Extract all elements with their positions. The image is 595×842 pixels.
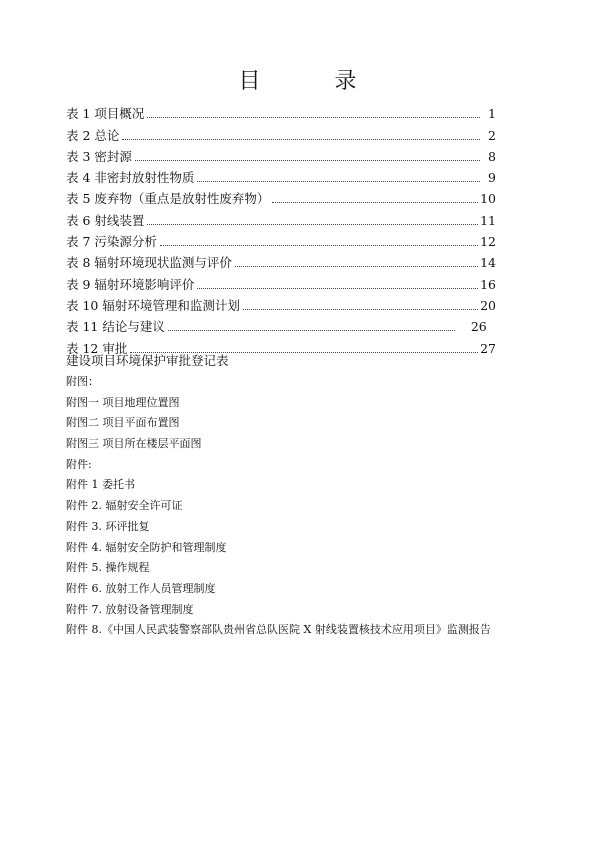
toc-leader-dots	[235, 265, 478, 267]
toc-entry[interactable]	[66, 292, 496, 313]
table-of-contents	[66, 100, 496, 356]
toc-entry-label: 表 8 辐射环境现状监测与评价	[66, 255, 232, 271]
toc-entry[interactable]	[66, 121, 496, 142]
figures-heading: 附图：	[66, 375, 99, 388]
toc-entry-label: 表 2 总论	[66, 127, 120, 143]
toc-entry-page: 9	[488, 170, 496, 186]
toc-entry-label: 表 5 废弃物（重点是放射性废弃物）	[66, 191, 270, 207]
attachment-item: 附件 8.《中国人民武装警察部队贵州省总队医院 X 射线装置核技术应用项目》监测报告	[66, 623, 491, 637]
attachments-heading: 附件:	[66, 457, 92, 471]
toc-entry[interactable]	[66, 270, 496, 291]
toc-entry-page: 26	[470, 319, 487, 335]
toc-entry-label: 表 9 辐射环境影响评价	[66, 276, 195, 292]
toc-leader-dots	[197, 287, 478, 289]
toc-entry[interactable]	[66, 249, 496, 270]
toc-entry[interactable]	[66, 143, 496, 164]
figure-item: 附图二 项目平面布置图	[66, 416, 180, 430]
toc-entry-page: 10	[480, 191, 496, 207]
toc-leader-dots	[168, 329, 455, 331]
appendix-list	[66, 352, 546, 642]
toc-entry-label: 表 12 审批	[66, 340, 128, 356]
toc-entry-label: 表 6 射线装置	[66, 212, 145, 228]
toc-entry[interactable]	[66, 206, 496, 227]
toc-entry-label: 表 3 密封源	[66, 148, 132, 164]
toc-entry-page: 2	[488, 127, 496, 143]
toc-leader-dots	[147, 116, 480, 118]
toc-leader-dots	[272, 201, 478, 203]
toc-entry[interactable]	[66, 164, 496, 185]
toc-entry[interactable]	[66, 228, 496, 249]
attachment-item: 附件 6. 放射工作人员管理制度	[66, 581, 216, 595]
attachment-item: 附件 1 委托书	[66, 478, 135, 492]
toc-entry-page: 14	[480, 255, 496, 271]
toc-entry[interactable]	[66, 313, 496, 334]
toc-leader-dots	[243, 308, 478, 310]
toc-entry[interactable]	[66, 185, 496, 206]
attachment-item: 附件 3. 环评批复	[66, 519, 150, 533]
toc-entry-label: 表 1 项目概况	[66, 106, 145, 122]
attachment-item: 附件 4. 辐射安全防护和管理制度	[66, 540, 227, 554]
toc-entry-page: 20	[480, 297, 496, 313]
toc-entry-label: 表 11 结论与建议	[66, 319, 165, 335]
toc-leader-dots	[160, 244, 478, 246]
page-title: 目 录	[238, 69, 383, 94]
toc-entry-label: 表 4 非密封放射性物质	[66, 170, 195, 186]
figure-item: 附图一 项目地理位置图	[66, 395, 180, 409]
toc-entry-page: 11	[480, 212, 496, 228]
toc-leader-dots	[122, 138, 480, 140]
toc-leader-dots	[197, 180, 480, 182]
toc-entry-page: 16	[480, 276, 496, 292]
attachment-item: 附件 7. 放射设备管理制度	[66, 602, 194, 616]
registration-form-entry: 建设项目环境保护审批登记表	[66, 353, 229, 368]
toc-entry-page: 12	[480, 234, 496, 250]
toc-entry-page: 27	[480, 340, 496, 356]
attachment-item: 附件 5. 操作规程	[66, 561, 150, 575]
toc-entry[interactable]	[66, 100, 496, 121]
toc-entry-page: 8	[488, 148, 496, 164]
toc-entry-page: 1	[488, 106, 496, 122]
figure-item: 附图三 项目所在楼层平面图	[66, 437, 202, 451]
attachment-item: 附件 2. 辐射安全许可证	[66, 499, 183, 513]
toc-leader-dots	[135, 159, 480, 161]
toc-leader-dots	[147, 223, 478, 225]
toc-entry-label: 表 7 污染源分析	[66, 234, 157, 250]
toc-entry-label: 表 10 辐射环境管理和监测计划	[66, 297, 240, 313]
